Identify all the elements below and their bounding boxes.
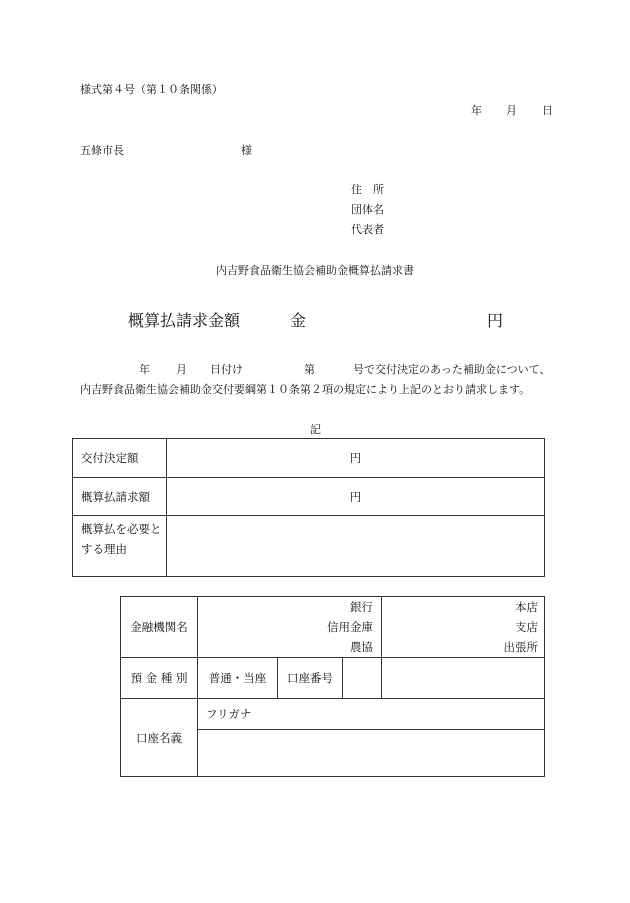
account-number-field-part[interactable]	[343, 658, 381, 698]
reason-label-line2: する理由	[81, 542, 127, 556]
bank-type-shinkin: 信用金庫	[327, 620, 373, 634]
decision-amount-label: 交付決定額	[73, 439, 167, 478]
mayor-label: 五條市長	[80, 144, 124, 157]
bank-account-table	[120, 596, 545, 777]
bank-name-field[interactable]	[198, 597, 382, 658]
decision-amount-field[interactable]	[167, 439, 545, 478]
date-month-label: 月	[506, 104, 517, 117]
bank-type-nokyo: 農協	[350, 640, 373, 654]
deposit-type-label: 預 金 種 別	[121, 658, 198, 699]
furigana-field[interactable]	[198, 699, 545, 730]
form-number: 様式第４号（第１０条関係）	[80, 83, 223, 96]
decision-amount-unit: 円	[349, 451, 362, 465]
table-row	[121, 699, 545, 730]
date-year-label: 年	[471, 104, 482, 117]
account-holder-label: 口座名義	[121, 699, 198, 777]
table-row	[73, 439, 545, 478]
amount-yen: 円	[487, 311, 504, 330]
account-number-field[interactable]	[382, 658, 545, 699]
body-tsuki: 月	[176, 363, 187, 376]
table-row	[121, 658, 545, 699]
deposit-type-options[interactable]: 普通・当座	[198, 658, 278, 699]
branch-type-main: 本店	[515, 600, 538, 614]
table-row	[121, 597, 545, 658]
body-line2: 内吉野食品衛生協会補助金交付要綱第１０条第２項の規定により上記のとおり請求します。	[80, 383, 531, 396]
bank-type-bank: 銀行	[350, 600, 373, 614]
branch-type-branch: 支店	[515, 620, 538, 634]
body-nen: 年	[139, 363, 150, 376]
document-title: 内吉野食品衛生協会補助金概算払請求書	[216, 264, 414, 277]
request-amount-table	[72, 438, 545, 577]
body-dai: 第	[304, 363, 315, 376]
request-amount-label: 概算払請求額	[73, 478, 167, 516]
account-number-label: 口座番号	[278, 658, 343, 698]
reason-field[interactable]	[167, 516, 545, 577]
reason-label	[73, 516, 167, 577]
address-label: 住 所	[351, 183, 384, 196]
table-row	[73, 478, 545, 516]
organization-label: 団体名	[351, 203, 384, 216]
amount-label: 概算払請求金額	[128, 311, 241, 330]
branch-type-office: 出張所	[503, 640, 538, 654]
reason-label-line1: 概算払を必要と	[81, 522, 162, 536]
branch-field[interactable]	[382, 597, 545, 658]
ki-label: 記	[310, 423, 321, 436]
honorific-label: 様	[241, 144, 252, 157]
request-amount-unit: 円	[349, 489, 362, 504]
body-hizuke: 日付け	[210, 363, 243, 376]
body-line1-tail: 号で交付決定のあった補助金について、	[353, 363, 551, 376]
representative-label: 代表者	[351, 223, 384, 236]
table-row	[73, 516, 545, 577]
account-number-cell	[278, 658, 382, 699]
account-holder-field[interactable]	[198, 730, 545, 777]
request-amount-field[interactable]	[167, 478, 545, 516]
date-day-label: 日	[542, 104, 553, 117]
bank-name-label: 金融機関名	[121, 597, 198, 658]
amount-kin: 金	[290, 311, 307, 330]
furigana-label: フリガナ	[206, 707, 252, 721]
